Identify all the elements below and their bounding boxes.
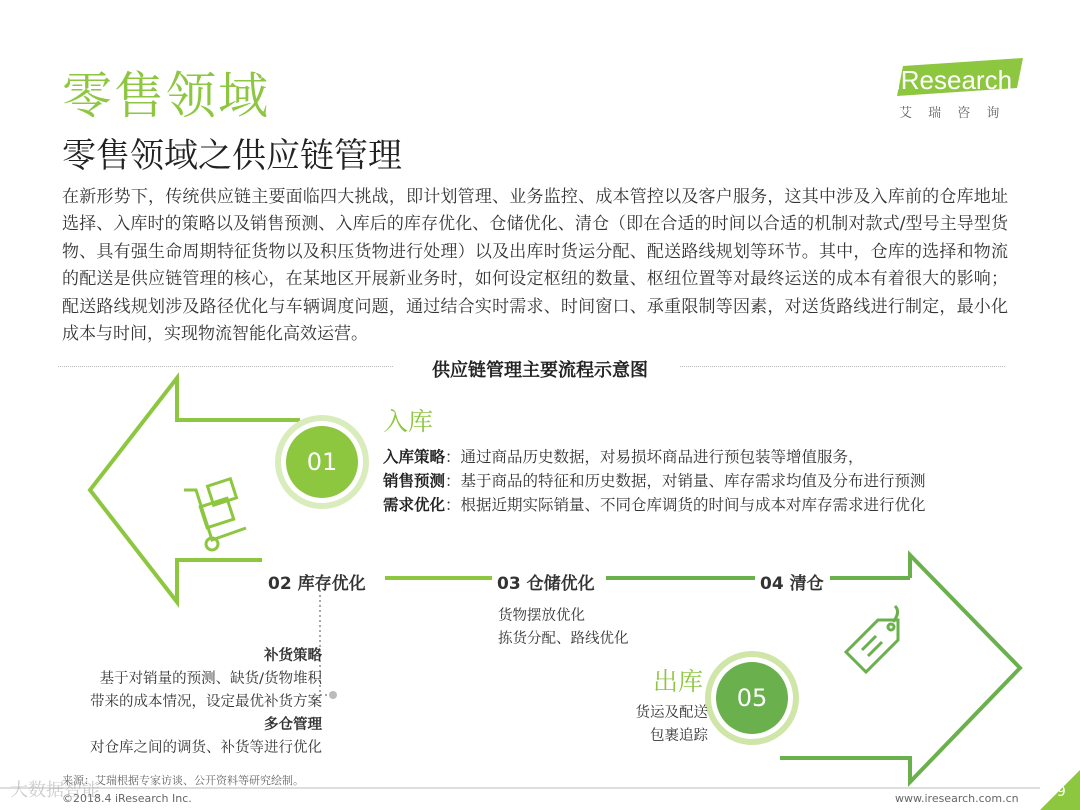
detail-line: 货运及配送	[635, 705, 708, 721]
step-01-title: 入库	[383, 407, 434, 436]
detail-line: 包裹追踪	[650, 728, 708, 744]
stage-03-label: 03 仓储优化	[497, 574, 595, 594]
logo-wordmark: iResearch	[895, 65, 1013, 95]
stage-02-label: 02 库存优化	[268, 574, 366, 594]
website-link[interactable]: www.iresearch.com.cn	[895, 792, 1019, 805]
price-tag-icon	[846, 606, 898, 672]
step-05-title: 出库	[653, 667, 704, 696]
hand-truck-icon	[184, 479, 246, 550]
logo-subtext: 艾 瑞 咨 询	[899, 106, 1006, 121]
step-01-number: 01	[306, 448, 338, 476]
detail-heading: 补货策略	[264, 648, 322, 664]
step-01-details	[383, 445, 926, 517]
connector-dot	[329, 691, 337, 699]
detail-line: 拣货分配、路线优化	[498, 631, 629, 647]
intro-paragraph: 在新形势下，传统供应链主要面临四大挑战，即计划管理、业务监控、成本管控以及客户服务，这其中涉及入库前的仓库地址选择、入库时的策略以及销售预测、入库后的库存优化、仓储优化、清仓（即在合适的时间以合适的机制对款式/型号主导型货物、具有强生命周期特征货物以及积压货物进行处理）以及出库时货运分配、配送路线规划等环节。其中，仓库的选择和物流的配送是供应链管理的核心，在某地区开展新业务时，如何设定枢纽的数量、枢纽位置等对最终运送的成本有着很大的影响；配送路线规划涉及路径优化与车辆调度问题，通过结合实时需求、时间窗口、承重限制等因素，对送货路线进行制定，最小化成本与时间，实现物流智能化高效运营。	[62, 187, 1008, 345]
stage-02-detail	[60, 645, 322, 760]
stage-04-label: 04 清仓	[760, 574, 824, 594]
source-note: 来源：艾瑞根据专家访谈、公开资料等研究绘制。	[62, 774, 304, 787]
watermark: 大数据智能	[10, 780, 100, 801]
detail-line: 货物摆放优化	[498, 608, 585, 624]
stage-03-detail	[498, 605, 629, 651]
detail-line: 基于对销量的预测、缺货/货物堆积	[99, 671, 322, 687]
page-subtitle: 零售领域之供应链管理	[62, 136, 402, 176]
detail-heading: 多仓管理	[264, 717, 322, 733]
detail-line: 对仓库之间的调货、补货等进行优化	[90, 740, 322, 756]
copyright: ©2018.4 iResearch Inc.	[62, 792, 192, 805]
diagram-title: 供应链管理主要流程示意图	[432, 360, 648, 381]
page-number: 39	[1048, 784, 1066, 800]
detail-line: 带来的成本情况，设定最优补货方案	[90, 694, 322, 710]
step-01-item: 需求优化：根据近期实际销量、不同仓库调货的时间与成本对库存需求进行优化	[383, 496, 926, 514]
step-05-number: 05	[736, 684, 768, 712]
step-05-detail	[560, 702, 708, 748]
page-title: 零售领域	[62, 67, 270, 125]
step-01-item: 入库策略：通过商品历史数据，对易损坏商品进行预包装等增值服务，	[383, 448, 864, 466]
step-01-item: 销售预测：基于商品的特征和历史数据，对销量、库存需求均值及分布进行预测	[383, 472, 926, 490]
